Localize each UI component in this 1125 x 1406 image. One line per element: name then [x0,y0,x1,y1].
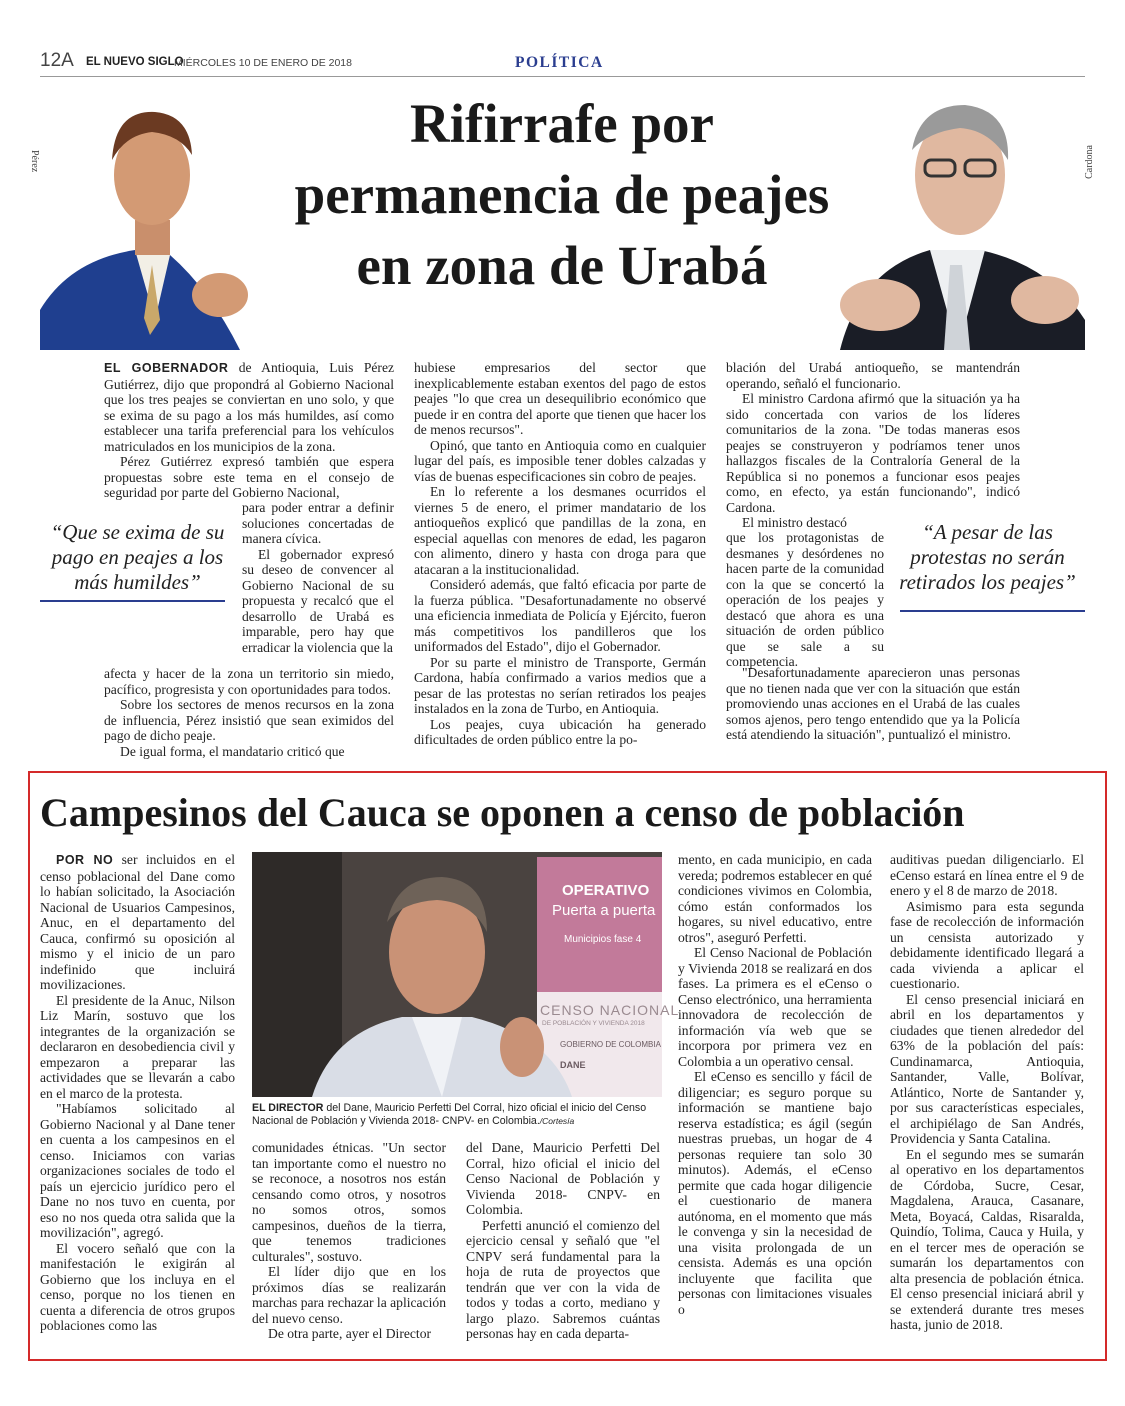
paragraph: De otra parte, ayer el Director [268,1326,432,1341]
paragraph: Pérez Gutiérrez expresó también que espera propuestas sobre este tema en el consejo de seguridad por parte del Gobierno Nacional, [104,454,394,500]
issue-date: MIÉRCOLES 10 DE ENERO DE 2018 [174,57,352,69]
top-headline-line: Rifirrafe por [410,93,714,154]
paragraph: De igual forma, el mandatario criticó que [120,743,345,759]
paragraph: hubiese empresarios del sector que inexplicablemente estaban exentos del pago de estos peajes "lo que crea un desequilibrio económico que puede ir en contra del aporte que tienen que hacer los de menos recursos". [414,360,706,437]
page-number: 12A [40,50,74,71]
banner-text: CENSO NACIONAL [540,1002,680,1018]
paragraph: auditivas puedan diligenciarlo. El eCenso estará en línea entre el 9 de enero y el 8 de marzo de 2018. [890,852,1084,898]
top-col-3-bottom [726,665,1020,743]
paragraph: que los protagonistas de desmanes y desórdenes no hacen parte de la comunidad con la que se concertó la operación de los peajes y destacó que ahora es una situación de orden público que se sale a su competencia. [726,530,884,669]
bottom-headline: Campesinos del Cauca se oponen a censo de población [40,790,965,835]
paper-name: EL NUEVO SIGLO [86,56,184,68]
paragraph: Opinó, que tanto en Antioquia como en cualquier lugar del país, es imposible tener dobles calzadas y vías de buenas especificaciones sin cobro de peajes. [414,437,706,484]
paragraph: POR NO ser incluidos en el censo poblacional del Dane como lo habían solicitado, la Asociación Nacional de Usuarios Campesinos, Anuc, en el departamento del Cauca, confirmó su oposición al mismo y el inicio de un paro indefinido que incluirá movilizaciones. [40,852,235,992]
paragraph: Asimismo para esta segunda fase de recolección de información un censista autorizado y debidamente identificado llegará a cada vivienda a aplicar el cuestionario. [890,898,1084,991]
paragraph: En el segundo mes se sumarán al operativo en los departamentos de Córdoba, Sucre, Cesar, Magdalena, Arauca, Casanare, Meta, Boyacá, Caldas, Risaralda, Quindío, Tolima, Cauca y Huila, y en el tercer mes de operación se sumarán los departamentos con alta presencia de población étnica. El censo presencial iniciará abril y se extenderá durante tres meses hasta, junio de 2018. [890,1146,1084,1332]
top-col-1-bottom [104,666,394,759]
photo-caption: EL DIRECTOR del Dane, Mauricio Perfetti Del Corral, hizo oficial el inicio del Censo Nacional de Población y Vivienda 2018- CNPV- en Colombia./Cortesía [252,1102,647,1127]
top-col-1-right [242,500,394,655]
lead-in: POR NO [56,853,114,867]
paragraph: Los peajes, cuya ubicación ha generado dificultades de orden público entre la po- [414,716,706,747]
top-col-2 [414,360,706,748]
top-headline [262,88,862,301]
paragraph: "Habíamos solicitado al Gobierno Nacional y al Dane tener en cuenta a los campesinos en el censo. Iniciamos con varias organizaciones sociales de todo el país un ejercicio jurídico pero el Dane no nos tuvo en cuenta, por eso no nos queda otra salida que la movilización", agregó. [40,1101,235,1240]
paragraph: para poder entrar a definir soluciones concertadas de manera cívica. [242,500,394,546]
paragraph: afecta y hacer de la zona un territorio sin miedo, pacífico, progresista y con oportunidades para todos. [104,666,394,697]
top-headline-line: permanencia de peajes [294,164,830,225]
top-col-3 [726,360,1020,531]
paragraph: El vocero señaló que con la manifestación le exigirán al Gobierno que los incluya en el censo, porque no los tienen en cuenta a diferencia de otros grupos poblaciones como las [40,1240,235,1333]
paragraph: "Desafortunadamente aparecieron unas personas que no tienen nada que ver con la situación que están promoviendo unas acciones en el Urabá de las cuales somos ajenos, pero tengo entendido que ya la Policía está atendiendo la situación", puntualizó el ministro. [726,665,1020,742]
top-col-1 [104,360,394,501]
paragraph: del Dane, Mauricio Perfetti Del Corral, hizo oficial el inicio del Censo Nacional de Población y Vivienda 2018- CNPV- en Colombia. [466,1140,660,1217]
paragraph: blación del Urabá antioqueño, se mantendrán operando, señaló el funcionario. [726,360,1020,391]
paragraph: El gobernador expresó su deseo de convencer al Gobierno Nacional de su propuesta y recalcó que el desarrollo de Urabá es imparable, pero hay que erradicar la violencia que la [242,546,394,655]
section-label: POLÍTICA [515,54,604,71]
paragraph: El líder dijo que en los próximos días se realizarán marchas para rechazar la aplicación del nuevo censo. [252,1264,446,1326]
paragraph: El Censo Nacional de Población y Vivienda 2018 se realizará en dos fases. La primera es el eCenso o Censo electrónico, una herramienta innovadora de recolección de información vía web que se incorpora por primera vez en Colombia a un operativo censal. [678,945,872,1069]
bottom-col-5 [890,852,1084,1333]
paragraph: En lo referente a los desmanes ocurridos el viernes 5 de enero, el primer mandatario de los antioqueños explicó que pandillas de la zona, en especial aquellas con menores de edad, les pagaron con alimento, dinero y hasta con droga para que atacaran a la institucionalidad. [414,484,706,577]
banner-text: Municipios fase 4 [564,934,642,945]
pull-quote-left: “Que se exima de su pago en peajes a los más humildes” [50,520,225,594]
banner-text: DE POBLACIÓN Y VIVIENDA 2018 [542,1020,645,1027]
paragraph: mento, en cada municipio, en cada vereda; podremos establecer en qué condiciones vivimos en Colombia, cómo están conformados los hogares, su nivel educativo, entre otros", aseguró Perfetti. [678,852,872,945]
paragraph: El presidente de la Anuc, Nilson Liz Marín, sostuvo que los integrantes de la organización se declararon en desobediencia civil y empezaron a preparar las actividades que se llevarán a cabo en el marco de la protesta. [40,992,235,1101]
paragraph: Sobre los sectores de menos recursos en la zona de influencia, Pérez insistió que sean eximidos del pago de dicho peaje. [104,697,394,743]
paragraph: Consideró además, que faltó eficacia por parte de la fuerza pública. "Desafortunadamente no observé una eficiencia inmediata de Policía y Ejército, fueron más competitivos los pandilleros que los uniformados del Estado", dijo el Gobernador. [414,577,706,654]
paragraph: El ministro destacó [742,515,847,530]
paragraph: El ministro Cardona afirmó que la situación ya ha sido concertada con varios de los líderes comunitarios de la zona. "De todas maneras esos peajes se construyeron y podríamos tener unos hallazgos fiscales de la Contraloría General de la República si no ponemos a funcionar esos peajes como, en efecto, ya están funcionando", indicó Cardona. [726,391,1020,515]
pull-quote-rule [900,610,1085,612]
bottom-col-3 [466,1140,660,1342]
bottom-col-4 [678,852,872,1317]
governor-photo [40,90,265,350]
governor-photo-credit: Pérez [29,150,40,173]
top-col-3-left [726,530,884,670]
caption-lead: EL DIRECTOR [252,1102,324,1114]
dane-logo: DANE [560,1060,586,1070]
top-headline-line: en zona de Urabá [356,235,768,296]
director-photo [252,852,680,1097]
paragraph: Perfetti anunció el comienzo del ejercicio censal y señaló que "el CNPV será fundamental para la hoja de ruta de proyectos que tendrán que ver con la vida de todos y todas a corto, mediano y largo plazo. Sabremos cuántas personas hay en cada departa- [466,1217,660,1341]
paragraph: Por su parte el ministro de Transporte, Germán Cardona, había confirmado a varios medios que a pesar de las protestas no serían retirados los peajes instalados en la zona de Turbo, en Antioquia. [414,654,706,716]
minister-photo-credit: Cardona [1084,145,1095,179]
pull-quote-rule [40,600,225,602]
banner-text: Puerta a puerta [552,902,656,919]
header-rule [40,76,1085,77]
bottom-col-2 [252,1140,446,1342]
bottom-col-1 [40,852,235,1334]
lead-in: EL GOBERNADOR [104,361,229,375]
paragraph: El eCenso es sencillo y fácil de diligenciar; es seguro porque su información se mantiene bajo reserva estadística; es ágil (según nuestras pruebas, un hogar de 4 personas requiere tan solo 30 minutos). Además, el eCenso permite que cada hogar diligencie el cuestionario de manera autónoma, en el momento que más le convenga y sin la necesidad de una visita prolongada de un censista. Además es una opción incluyente que facilita que personas con limitaciones visuales o [678,1069,872,1317]
paragraph: EL GOBERNADOR de Antioquia, Luis Pérez Gutiérrez, dijo que propondrá al Gobierno Nacional que los tres peajes se conviertan en uno solo, y que se exima de su pago a los más humildes, así como establecer una tarifa preferencial para los vehículos matriculados en los municipios de la zona. [104,360,395,454]
banner-text: OPERATIVO [562,882,650,899]
paragraph: El censo presencial iniciará en abril en los departamentos y ciudades que tienen alrededor del 63% de la población del país: Cundinamarca, Antioquia, Santander, Valle, Bolívar, Atlántico, Norte de Santander y, por sus características especiales, el archipiélago de San Andrés, Providencia y Santa Catalina. [890,991,1084,1146]
banner-text: GOBIERNO DE COLOMBIA [560,1040,661,1049]
paragraph: comunidades étnicas. "Un sector tan importante como el nuestro no se reconoce, a nosotros nos están censando como otros, y nosotros no somos otros, somos campesinos, dueños de la tierra, que tenemos tradiciones culturales", sostuvo. [252,1140,446,1264]
pull-quote-right: “A pesar de las protestas no serán retirados los peajes” [899,520,1076,594]
